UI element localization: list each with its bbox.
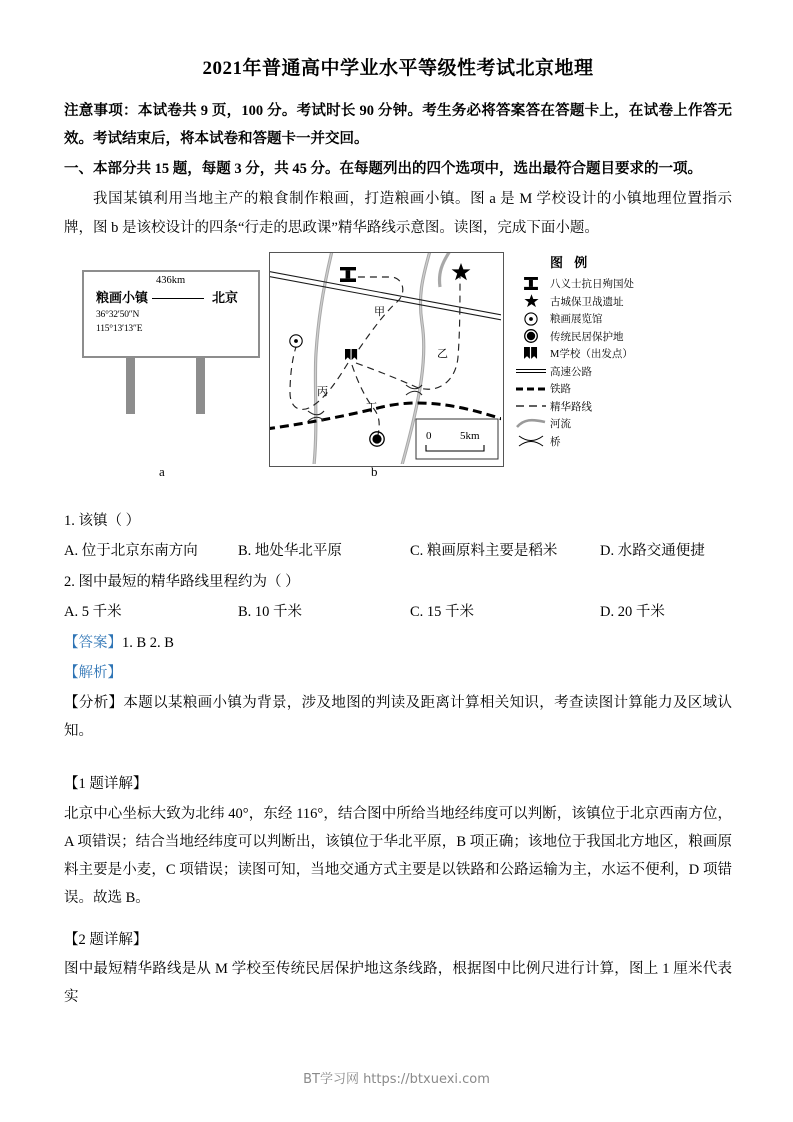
- option-key: C.: [410, 543, 424, 560]
- route-label-yi: 乙: [437, 347, 448, 360]
- legend-label: 铁路: [550, 384, 571, 396]
- signboard-main-row: [96, 274, 250, 308]
- detail-1-paragraph: 北京中心坐标大致为北纬 40°，东经 116°，结合图中所给当地经纬度可以判断，该镇位于北京西南方位，A 项错误；结合当地经纬度可以判断出，该镇位于华北平原，B 项正确；该地位于我国北方地区，粮画原料主要是小麦，C 项错误；读图可知，当地交通方式主要是以铁路和公路运输为主，水运不便利，D 项错误。故选 B。: [64, 805, 732, 907]
- document-content: [64, 56, 732, 1014]
- signboard-longitude-label: 115°13′13″E: [96, 323, 143, 334]
- option-row-cell[interactable]: [410, 536, 600, 566]
- monument-icon: [340, 267, 356, 282]
- question-2-options: [64, 597, 732, 627]
- signboard-latitude-label: 36°32′50″N: [96, 309, 140, 320]
- page-title: 2021年普通高中学业水平等级性考试北京地理: [202, 58, 594, 79]
- legend-item-river: [516, 415, 716, 433]
- school-marker-icon: [345, 349, 357, 360]
- legend-label: 粮画展览馆: [550, 314, 603, 326]
- explanation-tag: 【解析】: [64, 665, 122, 682]
- dwelling-icon: [370, 432, 384, 446]
- figure-a-caption: a: [159, 463, 165, 479]
- signboard-right-post: [196, 358, 205, 414]
- figure-b-map: [269, 252, 519, 482]
- notice-paragraph: 注意事项：本试卷共 9 页，100 分。考试时长 90 分钟。考生务必将答案答在答题卡上，在试卷上作答无效。考试结束后，将本试卷和答题卡一并交回。: [64, 102, 732, 147]
- legend-label: 精华路线: [550, 401, 592, 413]
- legend-label: 传统民居保护地: [550, 331, 624, 343]
- figure-a-signboard: [82, 270, 282, 470]
- figure-b-caption: b: [371, 463, 378, 479]
- legend-label: 八义士抗日殉国处: [550, 279, 634, 291]
- option-key: B.: [238, 604, 252, 621]
- monument-icon: [516, 277, 546, 290]
- legend-item-monument: [516, 275, 716, 293]
- question-1-number: 1.: [64, 512, 75, 529]
- option-row-cell[interactable]: [238, 536, 410, 566]
- legend-item-school: [516, 345, 716, 363]
- legend-label: 古城保卫战遗址: [550, 296, 624, 308]
- detail-2-paragraph: 图中最短精华路线是从 M 学校至传统民居保护地这条线路，根据图中比例尺进行计算，图上 1 厘米代表实: [64, 961, 732, 1006]
- legend-label: 河流: [550, 419, 571, 431]
- map-drawing: [270, 253, 501, 464]
- star-icon: [452, 263, 471, 280]
- bridge-icon: [516, 435, 546, 447]
- option-text: 5 千米: [81, 604, 122, 621]
- option-row-cell[interactable]: [600, 597, 665, 627]
- detail-1-tag: 【1 题详解】: [64, 776, 148, 793]
- answer-line: [64, 628, 732, 658]
- circled-dot-icon: [516, 312, 546, 326]
- circled-dot-icon: [290, 335, 302, 347]
- legend-title: 图 例: [550, 254, 592, 270]
- legend-item-exhibition: [516, 310, 716, 328]
- option-text: 位于北京东南方向: [81, 543, 198, 560]
- figures-container: [64, 252, 732, 500]
- map-frame: [269, 252, 504, 467]
- signboard-city-label: 北京: [212, 290, 239, 306]
- signboard-distance-label: 436km: [156, 274, 186, 286]
- option-key: A.: [64, 543, 79, 560]
- question-2-number: 2.: [64, 573, 75, 590]
- legend-label: 桥: [550, 436, 561, 448]
- option-row-cell[interactable]: [600, 536, 705, 566]
- legend-item-route: [516, 397, 716, 415]
- option-row-cell[interactable]: [64, 536, 238, 566]
- dwelling-icon: [516, 329, 546, 343]
- star-icon: [516, 294, 546, 308]
- highway-line-icon: [270, 271, 501, 320]
- option-key: B.: [238, 543, 252, 560]
- site-footer: BT学习网 https://btxuexi.com: [303, 1072, 490, 1087]
- signboard-inner: [96, 274, 250, 352]
- option-text: 水路交通便捷: [617, 543, 705, 560]
- signboard-town-label: 粮画小镇: [96, 290, 149, 306]
- legend-item-star: [516, 292, 716, 310]
- signboard-connector-line: [152, 298, 204, 299]
- route-label-ding: 丁: [366, 401, 377, 414]
- map-scale-bar: [416, 419, 498, 459]
- option-text: 20 千米: [617, 604, 665, 621]
- question-1-text: 该镇（ ）: [78, 512, 141, 529]
- legend-label: 高速公路: [550, 366, 592, 378]
- highway-line-icon: [516, 366, 546, 376]
- option-key: C.: [410, 604, 424, 621]
- river-curve-icon: [516, 418, 546, 430]
- legend-item-bridge: [516, 432, 716, 450]
- scale-zero-label: 0: [426, 429, 432, 442]
- map-legend: [516, 252, 716, 450]
- river-lines-highlight: [314, 253, 430, 464]
- question-2-text: 图中最短的精华路线里程约为（ ）: [78, 573, 300, 590]
- analysis-paragraph: [64, 689, 732, 746]
- questions-section: [64, 506, 732, 1012]
- analysis-tag: 【分析】: [64, 694, 124, 711]
- signboard-distance-group: [152, 274, 204, 308]
- scale-max-label: 5km: [460, 429, 480, 442]
- signboard-panel: [82, 270, 260, 358]
- section-one-paragraph: 一、本部分共 15 题，每题 3 分，共 45 分。在每题列出的四个选项中，选出最符合题目要求的一项。: [64, 161, 702, 178]
- signboard-left-post: [126, 358, 135, 414]
- option-text: 10 千米: [254, 604, 303, 621]
- option-row-cell[interactable]: [238, 597, 410, 627]
- detail-2-tag: 【2 题详解】: [64, 931, 148, 948]
- option-text: 15 千米: [426, 604, 475, 621]
- option-row-cell[interactable]: [410, 597, 600, 627]
- analysis-text: 本题以某粮画小镇为背景，涉及地图的判读及距离计算相关知识，考查读图计算能力及区域认知。: [64, 694, 733, 739]
- legend-item-railway: [516, 380, 716, 398]
- option-text: 地处华北平原: [254, 543, 342, 560]
- route-dashed-line-icon: [516, 401, 546, 411]
- answer-tag: 【答案】: [64, 634, 122, 651]
- question-2-line: [64, 567, 732, 597]
- option-row-cell[interactable]: [64, 597, 238, 627]
- option-key: D.: [600, 604, 615, 621]
- route-label-jia: 甲: [374, 305, 385, 318]
- option-text: 粮画原料主要是稻米: [426, 543, 558, 560]
- route-label-bing: 丙: [317, 385, 328, 398]
- option-key: A.: [64, 604, 79, 621]
- legend-item-highway: [516, 362, 716, 380]
- legend-label: M学校（出发点）: [550, 349, 633, 361]
- answer-items: 1. B 2. B: [122, 634, 174, 651]
- question-stem-paragraph: 我国某镇利用当地主产的粮食制作粮画，打造粮画小镇。图 a 是 M 学校设计的小镇地理位置指示牌，图 b 是该校设计的四条“行走的思政课”精华路线示意图。读图，完成下面小题。: [64, 191, 732, 236]
- railway-line-icon: [516, 384, 546, 394]
- legend-item-dwelling: [516, 327, 716, 345]
- school-marker-icon: [516, 347, 546, 360]
- option-key: D.: [600, 543, 615, 560]
- question-1-options: [64, 536, 732, 566]
- question-1-line: [64, 506, 732, 536]
